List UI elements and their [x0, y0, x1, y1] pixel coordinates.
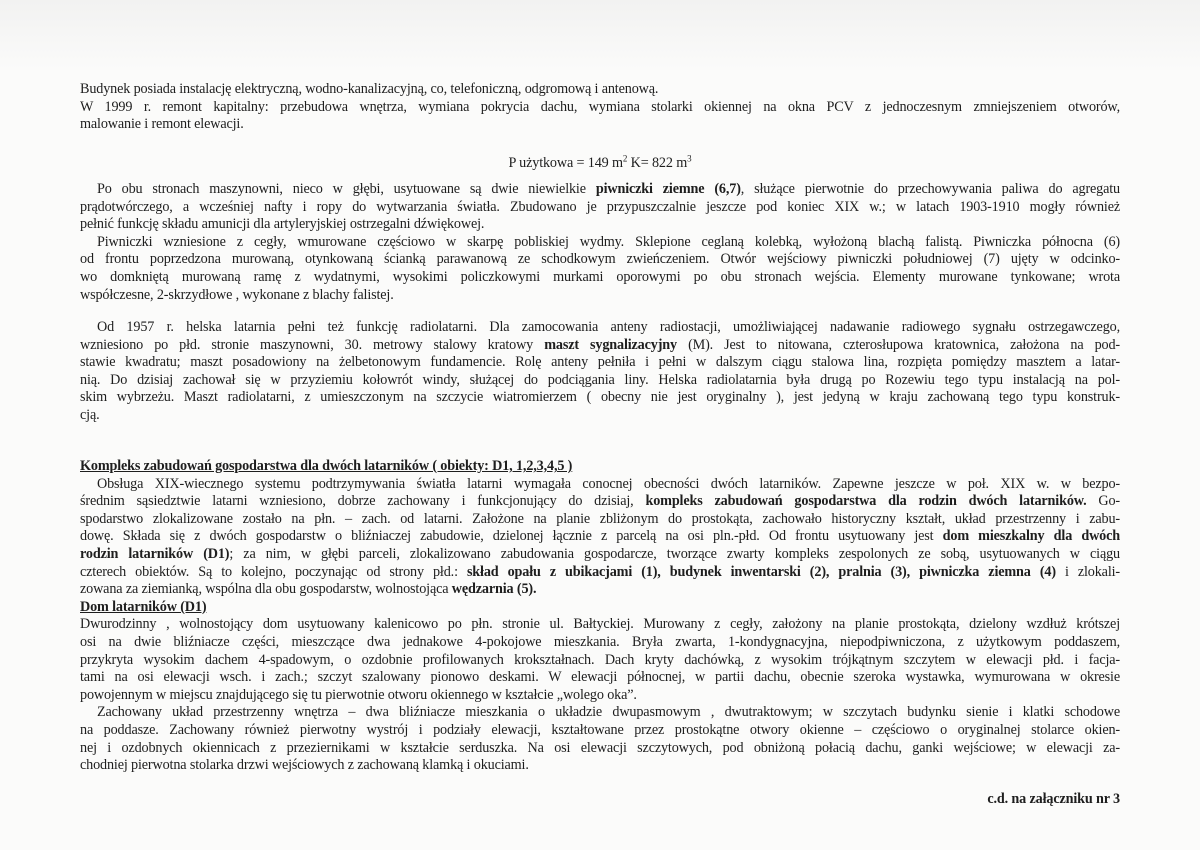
- scan-shading: [0, 0, 1200, 70]
- text-line: [80, 546, 1120, 564]
- text: malowanie i remont elewacji.: [80, 116, 244, 133]
- cellars-description: [80, 181, 1120, 304]
- text-line: [80, 216, 1120, 234]
- section-heading: Dom latarników (D1): [80, 598, 207, 615]
- text: osi na dwie bliźniacze części, mieszczące dwa jednakowe 4-pokojowe mieszkania. Bryła zwarta, 1-kondygnacyjna, niepodpiwniczona, z użytkowym poddaszem,: [80, 633, 1120, 650]
- text: dowę. Składa się z dwóch gospodarstw o bliźniaczej zabudowie, dzielonej łącznie z parcelą na osi pln.-płd. Od frontu usytuowany jest: [80, 528, 943, 545]
- text: Po obu stronach maszynowni, nieco w głębi, usytuowane są dwie niewielkie: [97, 181, 596, 197]
- text-line: [80, 687, 1120, 705]
- text-line: [80, 354, 1120, 372]
- text-line: [80, 722, 1120, 740]
- text-line: [80, 581, 1120, 599]
- text-line: [80, 155, 1120, 173]
- text-line: [80, 564, 1120, 582]
- text-line: [80, 634, 1120, 652]
- text: współczesne, 2-skrzydłowe , wykonane z blachy falistej.: [80, 286, 394, 303]
- text: przykryta wysokim dachem 4-spadowym, o ozdobnie profilowanych krokształnach. Dach kryty dachówką, z wysokim trójkątnym szczytem w elewacji płd. i facja-: [80, 651, 1120, 668]
- text-line: [80, 389, 1120, 407]
- text-line: [80, 116, 1120, 134]
- text-line: [80, 337, 1120, 355]
- text-line: [80, 528, 1120, 546]
- text-line: [80, 599, 1120, 617]
- text: pełnić funkcję składu amunicji dla artyleryjskiej ostrzegalni dźwiękowej.: [80, 216, 485, 233]
- text: stawie kwadratu; maszt posadowiony na żelbetonowym fundamencie. Rolę anteny pełniła i pełni w dalszym ciągu stalowa lina, rozpięta pomiędzy masztem a latar-: [80, 354, 1120, 371]
- bold-text: dom mieszkalny dla dwóch: [942, 528, 1120, 545]
- text: (M). Jest to nitowana, czterosłupowa kratownica, założona na pod-: [676, 336, 1120, 353]
- text-line: [80, 757, 1120, 775]
- text: Dwurodzinny , wolnostojący dom usytuowany kalenicowo po płn. stronie ul. Bałtyckiej. Murowany z cegły, założony na planie prostokąta, dzielony wzdłuż krótszej: [80, 616, 1120, 633]
- text-line: [80, 234, 1120, 252]
- bold-text: maszt sygnalizacyjny: [544, 336, 677, 353]
- text-line: [80, 181, 1120, 199]
- text-line: [80, 372, 1120, 390]
- text: Go-: [1086, 493, 1120, 510]
- text-line: [80, 287, 1120, 305]
- text: Budynek posiada instalację elektryczną, wodno-kanalizacyjną, co, telefoniczną, odgromową i antenową.: [80, 81, 659, 97]
- continuation-note: [80, 791, 1120, 809]
- text: chodniej pierwotna stolarka drzwi wejściowych z zachowaną klamką i okuciami.: [80, 757, 529, 774]
- bold-text: rodzin latarników (D1): [80, 545, 230, 562]
- text: skim wybrzeżu. Maszt radiolatarni, z umieszczonym na szczycie wiatromierzem ( obecny nie jest oryginalny ), jest jedyną w kraju zachowaną tego typu konstruk-: [80, 389, 1120, 406]
- text-line: [80, 740, 1120, 758]
- text-line: [80, 669, 1120, 687]
- text-line: [80, 458, 1120, 476]
- text: wzniesiono po płd. stronie maszynowni, 30. metrowy stalowy kratowy: [80, 336, 545, 353]
- radio-mast-description: [80, 319, 1120, 425]
- text: W 1999 r. remont kapitalny: przebudowa wnętrza, wymiana pokrycia dachu, wymiana stolarki okiennej na okna PCV z jednoczesnym zmniejszeniem otworów,: [80, 98, 1120, 115]
- text-line: [80, 269, 1120, 287]
- text: Piwniczki wzniesione z cegły, wmurowane częściowo w skarpę pobliskiej wydmy. Sklepione ceglaną kolebką, wyłożoną blachą falistą. Piwniczka północna (6): [97, 233, 1120, 250]
- text: na poddasze. Zachowany również pierwotny wystrój i podziały elewacji, kształtowane przez prostokątne otwory okienne – częściowo o oryginalnej stolarce okien-: [80, 721, 1120, 738]
- bold-text: wędzarnia (5).: [451, 581, 537, 598]
- bold-text: piwniczki ziemne (6,7): [595, 181, 741, 197]
- text: nią. Do dzisiaj zachował się w przyziemiu kołowrót windy, służącej do podciągania liny. Helska radiolatarnia była drugą po Rozewiu tego typu instalacją na pol-: [80, 371, 1120, 388]
- text: spodarstwo zlokalizowane zostało na płn. – zach. od latarni. Założone na planie zbliżonym do prostokąta, zachowało historyczny kształt, układ przestrzenny i zabu-: [80, 510, 1120, 527]
- text: zowana za ziemianką, wspólna dla obu gospodarstw, wolnostojąca: [80, 581, 452, 598]
- bold-text: skład opału z ubikacjami (1), budynek inwentarski (2), pralnia (3), piwniczka ziemna (4): [466, 563, 1056, 580]
- text: prądotwórczego, a wcześniej nafty i ropy do wytwarzania światła. Zbudowano je przypuszczalnie jeszcze pod koniec XIX w.; w latach 1903-1910 mogły również: [80, 198, 1120, 215]
- text: wo domkniętą murowaną ramę z wydatnymi, wysokimi policzkowymi murkami oporowymi po obu stronach wejścia. Elementy murowane tynkowane; wrota: [80, 268, 1120, 285]
- text: Obsługa XIX-wiecznego systemu podtrzymywania światła latarni wymagała conocnej obecności dwóch latarników. Zapewne jeszcze w poł. XIX w. w bezpo-: [97, 475, 1120, 492]
- section-heading: Kompleks zabudowań gospodarstwa dla dwóch latarników ( obiekty: D1, 1,2,3,4,5 ): [80, 458, 573, 474]
- text-line: [80, 791, 1120, 809]
- text: Zachowany układ przestrzenny wnętrza – dwa bliźniacze mieszkania o układzie dwupasmowym , dwutraktowym; w szczytach budynku sienie i klatki schodowe: [97, 704, 1120, 721]
- text-line: [80, 199, 1120, 217]
- text: Od 1957 r. helska latarnia pełni też funkcję radiolatarni. Dla zamocowania anteny radiostacji, umożliwiającej nadawanie radiowego sygnału ostrzegawczego,: [97, 319, 1120, 335]
- text: K= 822 m: [627, 155, 688, 171]
- text-line: [80, 511, 1120, 529]
- text-line: [80, 652, 1120, 670]
- text-line: [80, 616, 1120, 634]
- building-installations: [80, 81, 1120, 134]
- text-line: [80, 99, 1120, 117]
- keepers-complex-description: [80, 458, 1120, 775]
- text: 3: [687, 153, 692, 164]
- text: 2: [622, 153, 628, 164]
- text: P użytkowa = 149 m: [508, 155, 623, 171]
- text: od frontu poprzedzona murowaną, otynkowaną ścianką parawanową ze schodkowym zwieńczeniem. Otwór wejściowy piwniczki południowej (7) ujęty w odcinko-: [80, 251, 1120, 268]
- bold-text: c.d. na załączniku nr 3: [987, 791, 1120, 807]
- text: średnim sąsiedztwie latarni wzniesiono, dobrze zachowany i funkcjonujący do dzisiaj,: [80, 493, 646, 510]
- text-line: [80, 319, 1120, 337]
- text: nej i ozdobnych okiennicach z przeziernikami w kształcie serduszka. Na osi elewacji szczytowych, pod obniżoną połacią dachu, ganki wejściowe; w elewacji za-: [80, 739, 1120, 756]
- bold-text: kompleks zabudowań gospodarstwa dla rodzin dwóch latarników.: [645, 493, 1087, 510]
- text-line: [80, 407, 1120, 425]
- text-line: [80, 476, 1120, 494]
- text: tami na osi elewacji wsch. i zach.; szczyt szalowany pionowo deskami. W elewacji północnej, w partii dachu, obecnie szeroka wystawka, wymurowana w okresie: [80, 669, 1120, 686]
- text-line: [80, 81, 1120, 99]
- area-volume: [80, 155, 1120, 173]
- text: ; za nim, w głębi parceli, zlokalizowano zabudowania gospodarcze, tworzące zwarty kompleks zespolonych ze sobą, usytuowanych w ciągu: [229, 545, 1120, 562]
- text-line: [80, 493, 1120, 511]
- text: , służące pierwotnie do przechowywania paliwa do agregatu: [740, 181, 1120, 197]
- text-line: [80, 704, 1120, 722]
- text: i zlokali-: [1055, 563, 1120, 580]
- text: powojennym w miejscu znajdującego się tu pierwotnie otworu okiennego w kształcie „wolego oka”.: [80, 686, 637, 703]
- text: cją.: [80, 406, 100, 423]
- text-line: [80, 251, 1120, 269]
- text: czterech obiektów. Są to kolejno, poczynając od strony płd.:: [80, 563, 467, 580]
